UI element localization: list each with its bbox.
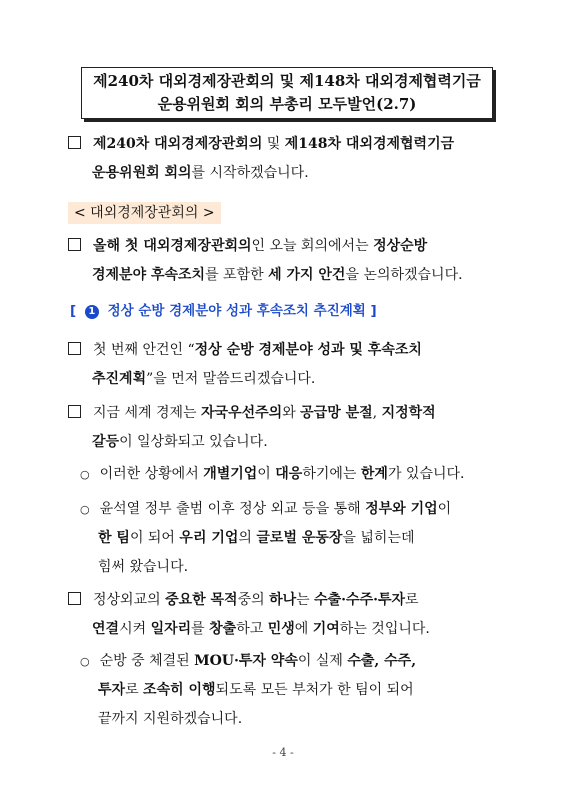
paragraph-agenda-intro: 올해 첫 대외경제장관회의인 오늘 회의에서는 정상순방 경제분야 후속조치를 포함한 세 가지 안건을 논의하겠습니다. [68, 232, 504, 290]
square-bullet-icon [68, 405, 81, 418]
square-bullet-icon [68, 592, 81, 605]
circle-bullet-icon: ○ [80, 468, 90, 481]
square-bullet-icon [68, 342, 81, 355]
section-heading-1: [ 1 정상 순방 경제분야 성과 후속조치 추진계획 ] [70, 303, 377, 319]
document-title-box [81, 67, 493, 119]
section-label-meeting: < 대외경제장관회의 > [68, 202, 221, 224]
title-line-2: 운용위원회 회의 부총리 모두발언(2.7) [157, 95, 417, 113]
sub-item-limits: ○ 이러한 상황에서 개별기업이 대응하기에는 한계가 있습니다. [80, 460, 504, 489]
square-bullet-icon [68, 136, 81, 149]
number-badge-icon: 1 [85, 305, 99, 319]
circle-bullet-icon: ○ [80, 503, 90, 516]
page-number: - 4 - [272, 746, 294, 759]
sub-item-government-effort: ○ 윤석열 정부 출범 이후 정상 외교 등을 통해 정부와 기업이 한 팀이 되어 우리 기업의 글로벌 운동장을 넓히는데 힘써 왔습니다. [80, 495, 504, 582]
paragraph-first-agenda: 첫 번째 안건인 “정상 순방 경제분야 성과 및 후속조치 추진계획”을 먼저 말씀드리겠습니다. [68, 336, 504, 394]
paragraph-opening: 제240차 대외경제장관회의 및 제148차 대외경제협력기금 운용위원회 회의를 시작하겠습니다. [68, 130, 504, 188]
circle-bullet-icon: ○ [80, 655, 90, 668]
paragraph-summit-purpose: 정상외교의 중요한 목적중의 하나는 수출·수주·투자로 연결시켜 일자리를 창출하고 민생에 기여하는 것입니다. [68, 586, 504, 644]
sub-item-support-plan: ○ 순방 중 체결된 MOU·투자 약속이 실제 수출, 수주, 투자로 조속히 이행되도록 모든 부처가 한 팀이 되어 끝까지 지원하겠습니다. [80, 647, 504, 734]
title-line-1: 제240차 대외경제장관회의 및 제148차 대외경제협력기금 [93, 72, 481, 90]
square-bullet-icon [68, 238, 81, 251]
paragraph-world-economy: 지금 세계 경제는 자국우선주의와 공급망 분절, 지정학적 갈등이 일상화되고 있습니다. [68, 399, 504, 457]
